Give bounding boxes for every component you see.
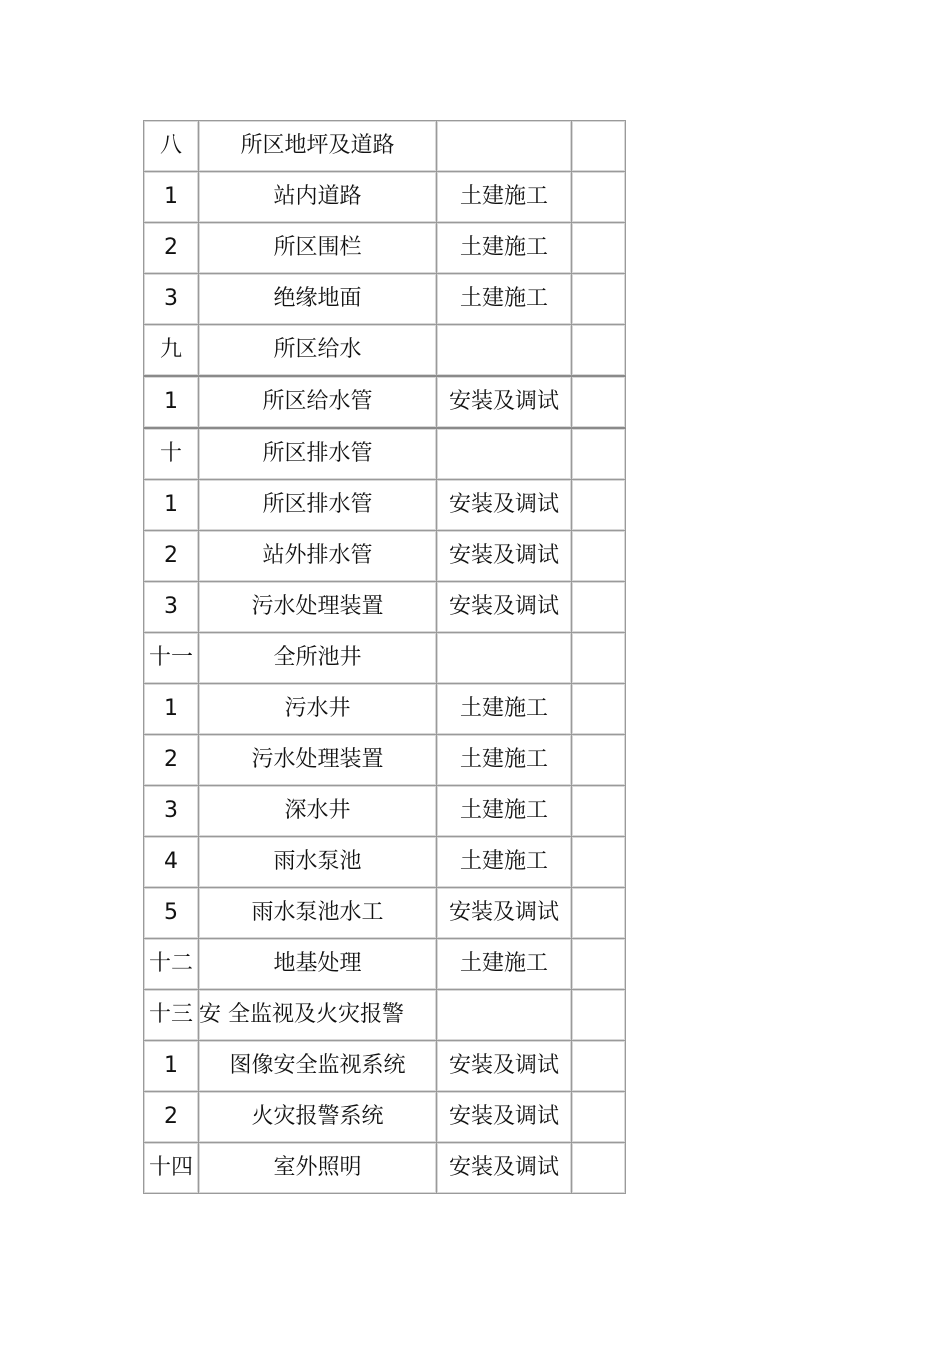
item-number: 4: [144, 837, 199, 888]
item-extra: [572, 325, 626, 377]
item-type: [437, 990, 572, 1041]
item-number: 十一: [144, 633, 199, 684]
item-extra: [572, 1092, 626, 1143]
item-extra: [572, 633, 626, 684]
item-number: 八: [144, 121, 199, 172]
item-type: 安装及调试: [437, 377, 572, 429]
item-number: 十: [144, 429, 199, 480]
item-extra: [572, 939, 626, 990]
item-extra: [572, 837, 626, 888]
item-number: 3: [144, 274, 199, 325]
item-name: 所区给水管: [199, 377, 437, 429]
table-row: [144, 1041, 626, 1092]
item-extra: [572, 531, 626, 582]
item-type: 土建施工: [437, 735, 572, 786]
item-type: [437, 429, 572, 480]
item-name: 雨水泵池: [199, 837, 437, 888]
item-name: 绝缘地面: [199, 274, 437, 325]
item-name: 全所池井: [199, 633, 437, 684]
item-extra: [572, 121, 626, 172]
item-type: 安装及调试: [437, 1041, 572, 1092]
item-name: 站内道路: [199, 172, 437, 223]
item-type: 安装及调试: [437, 888, 572, 939]
item-type: [437, 633, 572, 684]
item-extra: [572, 786, 626, 837]
table-row: [144, 786, 626, 837]
item-extra: [572, 888, 626, 939]
item-name: 火灾报警系统: [199, 1092, 437, 1143]
item-name: 污水井: [199, 684, 437, 735]
item-number: 3: [144, 582, 199, 633]
table-row: [144, 377, 626, 429]
table-row: [144, 1092, 626, 1143]
table-row: [144, 429, 626, 480]
item-number: 十二: [144, 939, 199, 990]
item-extra: [572, 172, 626, 223]
item-type: 安装及调试: [437, 480, 572, 531]
table-row: [144, 888, 626, 939]
item-name: 所区给水: [199, 325, 437, 377]
item-number: 2: [144, 531, 199, 582]
item-name: 站外排水管: [199, 531, 437, 582]
item-type: 土建施工: [437, 274, 572, 325]
item-extra: [572, 377, 626, 429]
item-name: 所区排水管: [199, 480, 437, 531]
table-row: [144, 633, 626, 684]
item-extra: [572, 582, 626, 633]
item-number: 2: [144, 223, 199, 274]
item-number: 1: [144, 480, 199, 531]
item-type: [437, 121, 572, 172]
item-extra: [572, 429, 626, 480]
item-type: 安装及调试: [437, 1143, 572, 1194]
item-name: 所区排水管: [199, 429, 437, 480]
item-number: 十四: [144, 1143, 199, 1194]
item-extra: [572, 223, 626, 274]
table-row: [144, 990, 626, 1041]
table-body: [144, 121, 626, 1194]
item-name: 所区地坪及道路: [199, 121, 437, 172]
item-type: [437, 325, 572, 377]
table-row: [144, 837, 626, 888]
item-number: 1: [144, 1041, 199, 1092]
table-row: [144, 1143, 626, 1194]
item-number: 3: [144, 786, 199, 837]
item-name: 所区围栏: [199, 223, 437, 274]
item-name: 地基处理: [199, 939, 437, 990]
item-name: 雨水泵池水工: [199, 888, 437, 939]
item-name: 室外照明: [199, 1143, 437, 1194]
item-number: 十三: [144, 990, 199, 1041]
table-row: [144, 531, 626, 582]
item-type: 土建施工: [437, 684, 572, 735]
item-extra: [572, 1041, 626, 1092]
table-row: [144, 735, 626, 786]
item-name: 污水处理装置: [199, 582, 437, 633]
item-type: 土建施工: [437, 172, 572, 223]
item-number: 九: [144, 325, 199, 377]
item-name: 污水处理装置: [199, 735, 437, 786]
item-extra: [572, 684, 626, 735]
item-number: 5: [144, 888, 199, 939]
item-name: 图像安全监视系统: [199, 1041, 437, 1092]
item-extra: [572, 480, 626, 531]
item-type: 安装及调试: [437, 582, 572, 633]
table-row: [144, 274, 626, 325]
item-number: 2: [144, 1092, 199, 1143]
item-type: 土建施工: [437, 223, 572, 274]
table-row: [144, 121, 626, 172]
item-name: 深水井: [199, 786, 437, 837]
table-row: [144, 582, 626, 633]
table-row: [144, 480, 626, 531]
table-row: [144, 939, 626, 990]
item-type: 安装及调试: [437, 531, 572, 582]
item-number: 2: [144, 735, 199, 786]
item-type: 土建施工: [437, 786, 572, 837]
table-row: [144, 325, 626, 377]
item-type: 土建施工: [437, 939, 572, 990]
item-extra: [572, 990, 626, 1041]
item-name: 安 全监视及火灾报警: [199, 990, 437, 1041]
item-type: 安装及调试: [437, 1092, 572, 1143]
item-extra: [572, 1143, 626, 1194]
work-items-table: [143, 120, 626, 1194]
table-row: [144, 172, 626, 223]
item-number: 1: [144, 684, 199, 735]
item-extra: [572, 274, 626, 325]
item-extra: [572, 735, 626, 786]
table-row: [144, 223, 626, 274]
item-number: 1: [144, 172, 199, 223]
item-number: 1: [144, 377, 199, 429]
table-row: [144, 684, 626, 735]
item-type: 土建施工: [437, 837, 572, 888]
